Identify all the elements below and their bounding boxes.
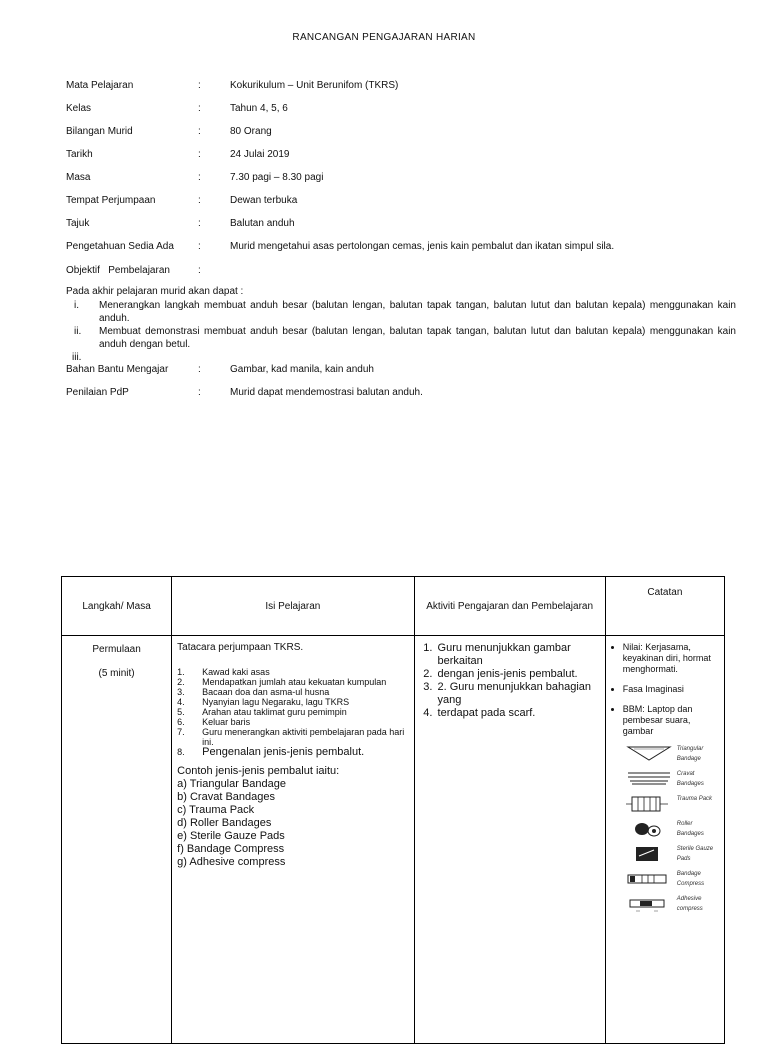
bandage-label: Triangular Bandage — [676, 746, 704, 762]
field-colon: : — [198, 218, 201, 229]
header-step: Langkah/ Masa — [62, 577, 172, 636]
example-item: g) Adhesive compress — [177, 856, 286, 868]
field-value: 24 Julai 2019 — [230, 149, 290, 160]
field-value: 80 Orang — [230, 126, 272, 137]
list-item — [177, 717, 409, 727]
example-item: a) Triangular Bandage — [177, 778, 287, 790]
bandage-compress-item — [611, 869, 720, 894]
cravat-bandage-item — [611, 769, 720, 794]
content-intro: Tatacara perjumpaan TKRS. — [177, 642, 304, 653]
field-value: Murid dapat mendemostrasi balutan anduh. — [230, 387, 423, 398]
field-label: Masa — [66, 172, 91, 183]
step-text: Nyanyian lagu Negaraku, lagu TKRS — [202, 697, 350, 707]
cravat-bandage-icon — [626, 769, 672, 787]
bandage-illustrations — [611, 744, 720, 919]
field-label: Mata Pelajaran — [66, 80, 134, 91]
table-header-row — [62, 577, 725, 636]
field-colon: : — [198, 80, 201, 91]
bandage-label: Cravat Bandages — [676, 771, 704, 787]
step-number: 6. — [177, 717, 185, 727]
roller-bandage-item — [611, 819, 720, 844]
field-value: Balutan anduh — [230, 218, 295, 229]
field-value: Dewan terbuka — [230, 195, 298, 206]
examples-block — [177, 765, 409, 869]
field-label: Tajuk — [66, 218, 90, 229]
field-colon: : — [198, 241, 201, 252]
lesson-table — [61, 576, 725, 1044]
step-number: 8. — [177, 747, 185, 757]
field-colon: : — [198, 103, 201, 114]
bandage-label: Trauma Pack — [676, 796, 713, 802]
procedure-list — [177, 667, 409, 757]
field-colon: : — [198, 364, 201, 375]
examples-intro: Contoh jenis-jenis pembalut iaitu: — [177, 765, 340, 777]
field-colon: : — [198, 172, 201, 183]
objective-text: Menerangkan langkah membuat anduh besar (balutan lengan, balutan tapak tangan, balutan lutut dan balutan kepala) menggunakan kain anduh. — [99, 300, 736, 324]
notes-list — [611, 642, 720, 737]
step-number: 2. — [177, 677, 185, 687]
field-label: Tarikh — [66, 149, 93, 160]
objective-number: i. — [74, 300, 79, 311]
list-item — [177, 697, 409, 707]
field-label: Tempat Perjumpaan — [66, 195, 156, 206]
step-text: Pengenalan jenis-jenis pembalut. — [202, 746, 365, 758]
list-item — [177, 677, 409, 687]
bandage-label: Bandage Compress — [676, 871, 705, 887]
example-item: f) Bandage Compress — [177, 843, 285, 855]
stage-name: Permulaan — [92, 644, 141, 655]
header-content: Isi Pelajaran — [172, 577, 414, 636]
objectives-intro: Pada akhir pelajaran murid akan dapat : — [66, 286, 244, 297]
objective-number: iii. — [72, 352, 82, 363]
field-value: 7.30 pagi – 8.30 pagi — [230, 172, 324, 183]
field-value: Tahun 4, 5, 6 — [230, 103, 288, 114]
step-text: Mendapatkan jumlah atau kekuatan kumpulan — [202, 677, 387, 687]
bandage-label: Sterile Gauze Pads — [676, 846, 714, 862]
triangular-bandage-item — [611, 744, 720, 769]
list-item — [177, 667, 409, 677]
list-item — [177, 707, 409, 717]
field-value: Murid mengetahui asas pertolongan cemas, jenis kain pembalut dan ikatan simpul sila. — [230, 241, 615, 252]
example-item: e) Sterile Gauze Pads — [177, 830, 285, 842]
header-notes: Catatan — [605, 577, 724, 636]
step-text: Kawad kaki asas — [202, 667, 270, 677]
bandage-compress-icon — [626, 869, 672, 889]
list-item — [177, 747, 409, 757]
field-label: Kelas — [66, 103, 92, 114]
adhesive-compress-item — [611, 894, 720, 919]
step-number: 4. — [177, 697, 185, 707]
field-colon: : — [198, 149, 201, 160]
list-item: • BBM: Laptop dan pembesar suara, gambar — [623, 704, 720, 737]
list-item — [177, 687, 409, 697]
step-number: 3. — [177, 687, 185, 697]
list-item: 3. 2. Guru menunjukkan bahagian yang — [436, 681, 601, 707]
example-item: d) Roller Bandages — [177, 817, 272, 829]
step-text: Keluar baris — [202, 717, 251, 727]
bandage-label: Adhesive compress — [676, 896, 703, 912]
list-item: 4. terdapat pada scarf. — [436, 707, 601, 720]
objective-number: ii. — [74, 326, 82, 337]
triangular-bandage-icon — [626, 744, 672, 762]
list-item: 2. dengan jenis-jenis pembalut. — [436, 668, 601, 681]
field-label: Penilaian PdP — [66, 387, 129, 398]
bandage-label: Roller Bandages — [676, 821, 704, 837]
field-label: Bilangan Murid — [66, 126, 133, 137]
step-number: 5. — [177, 707, 185, 717]
objective-item — [66, 325, 736, 351]
step-text: Guru menerangkan aktiviti pembelajaran pada hari ini. — [202, 727, 405, 747]
field-value: Gambar, kad manila, kain anduh — [230, 364, 374, 375]
step-number: 1. — [177, 667, 185, 677]
sterile-gauze-item — [611, 844, 720, 869]
list-item: 1. Guru menunjukkan gambar berkaitan — [436, 642, 601, 668]
list-item — [177, 727, 409, 747]
notes-cell — [605, 636, 724, 1044]
example-item: c) Trauma Pack — [177, 804, 255, 816]
step-text: Arahan atau taklimat guru pemimpin — [202, 707, 347, 717]
field-label: Bahan Bantu Mengajar — [66, 364, 169, 375]
sterile-gauze-icon — [626, 844, 672, 864]
field-colon: : — [198, 126, 201, 137]
step-text: Bacaan doa dan asma-ul husna — [202, 687, 330, 697]
field-colon: : — [198, 387, 201, 398]
list-item: • Nilai: Kerjasama, keyakinan diri, hormat menghormati. — [623, 642, 720, 675]
adhesive-compress-icon — [626, 894, 672, 914]
example-item: b) Cravat Bandages — [177, 791, 275, 803]
activity-cell — [414, 636, 605, 1044]
list-item: • Fasa Imaginasi — [623, 684, 720, 695]
field-colon: : — [198, 195, 201, 206]
trauma-pack-item — [611, 794, 720, 819]
step-number: 7. — [177, 727, 185, 737]
page-title: RANCANGAN PENGAJARAN HARIAN — [292, 32, 476, 43]
field-value: Kokurikulum – Unit Berunifom (TKRS) — [230, 80, 399, 91]
field-label: Objektif Pembelajaran — [66, 265, 170, 276]
content-cell — [172, 636, 414, 1044]
activity-list — [421, 642, 601, 720]
field-label: Pengetahuan Sedia Ada — [66, 241, 174, 252]
table-row — [62, 636, 725, 1044]
stage-duration: (5 minit) — [98, 668, 135, 679]
field-colon: : — [198, 265, 201, 276]
stage-cell — [62, 636, 172, 1044]
objective-text: Membuat demonstrasi membuat anduh besar (balutan lengan, balutan tapak tangan, balutan lutut dan balutan kepala) menggunakan kain anduh dengan betul. — [99, 326, 736, 350]
objective-item — [66, 351, 736, 363]
roller-bandage-icon — [626, 819, 672, 839]
header-activity: Aktiviti Pengajaran dan Pembelajaran — [414, 577, 605, 636]
trauma-pack-icon — [626, 794, 672, 814]
objective-item — [66, 299, 736, 325]
